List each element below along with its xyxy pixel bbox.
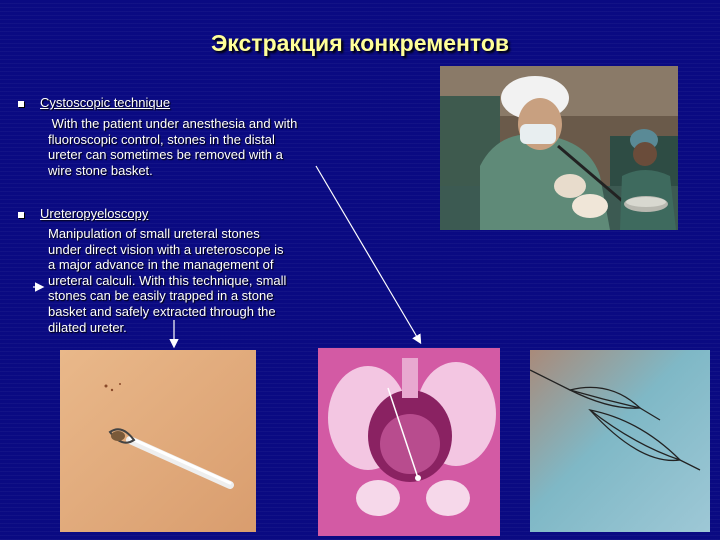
paragraph-line: dilated ureter. bbox=[48, 319, 127, 335]
bullet-ureteropyeloscopy bbox=[18, 206, 148, 222]
basket-on-skin-photo bbox=[60, 350, 256, 532]
paragraph-line: wire stone basket. bbox=[48, 162, 153, 178]
paragraph-line: basket and safely extracted through the bbox=[48, 303, 276, 319]
slide-title: Экстракция конкрементов bbox=[210, 30, 510, 56]
paragraph-line: stones can be easily trapped in a stone bbox=[48, 288, 274, 304]
bullet-cystoscopic bbox=[18, 95, 170, 111]
paragraph-line: With the patient under anesthesia and with bbox=[48, 116, 298, 131]
bullet-square-icon bbox=[18, 101, 24, 107]
section-heading-ureteropyeloscopy: Ureteropyeloscopy bbox=[40, 206, 149, 221]
paragraph-line: ureteral calculi. With this technique, small bbox=[48, 272, 287, 288]
paragraph-line: fluoroscopic control, stones in the distal bbox=[48, 131, 275, 147]
pelvic-xray-photo bbox=[318, 348, 500, 536]
paragraph-line: ureter can sometimes be removed with a bbox=[48, 147, 283, 163]
surgeon-photo bbox=[440, 66, 678, 230]
paragraph-cystoscopic bbox=[48, 116, 348, 178]
bullet-square-icon bbox=[18, 212, 24, 218]
section-heading-cystoscopic: Cystoscopic technique bbox=[40, 95, 171, 110]
wire-baskets-photo bbox=[530, 350, 710, 532]
paragraph-line: Manipulation of small ureteral stones bbox=[48, 226, 260, 241]
paragraph-line: a major advance in the management of bbox=[48, 257, 274, 273]
paragraph-ureteropyeloscopy bbox=[48, 226, 348, 335]
paragraph-line: under direct vision with a ureteroscope is bbox=[48, 241, 284, 257]
